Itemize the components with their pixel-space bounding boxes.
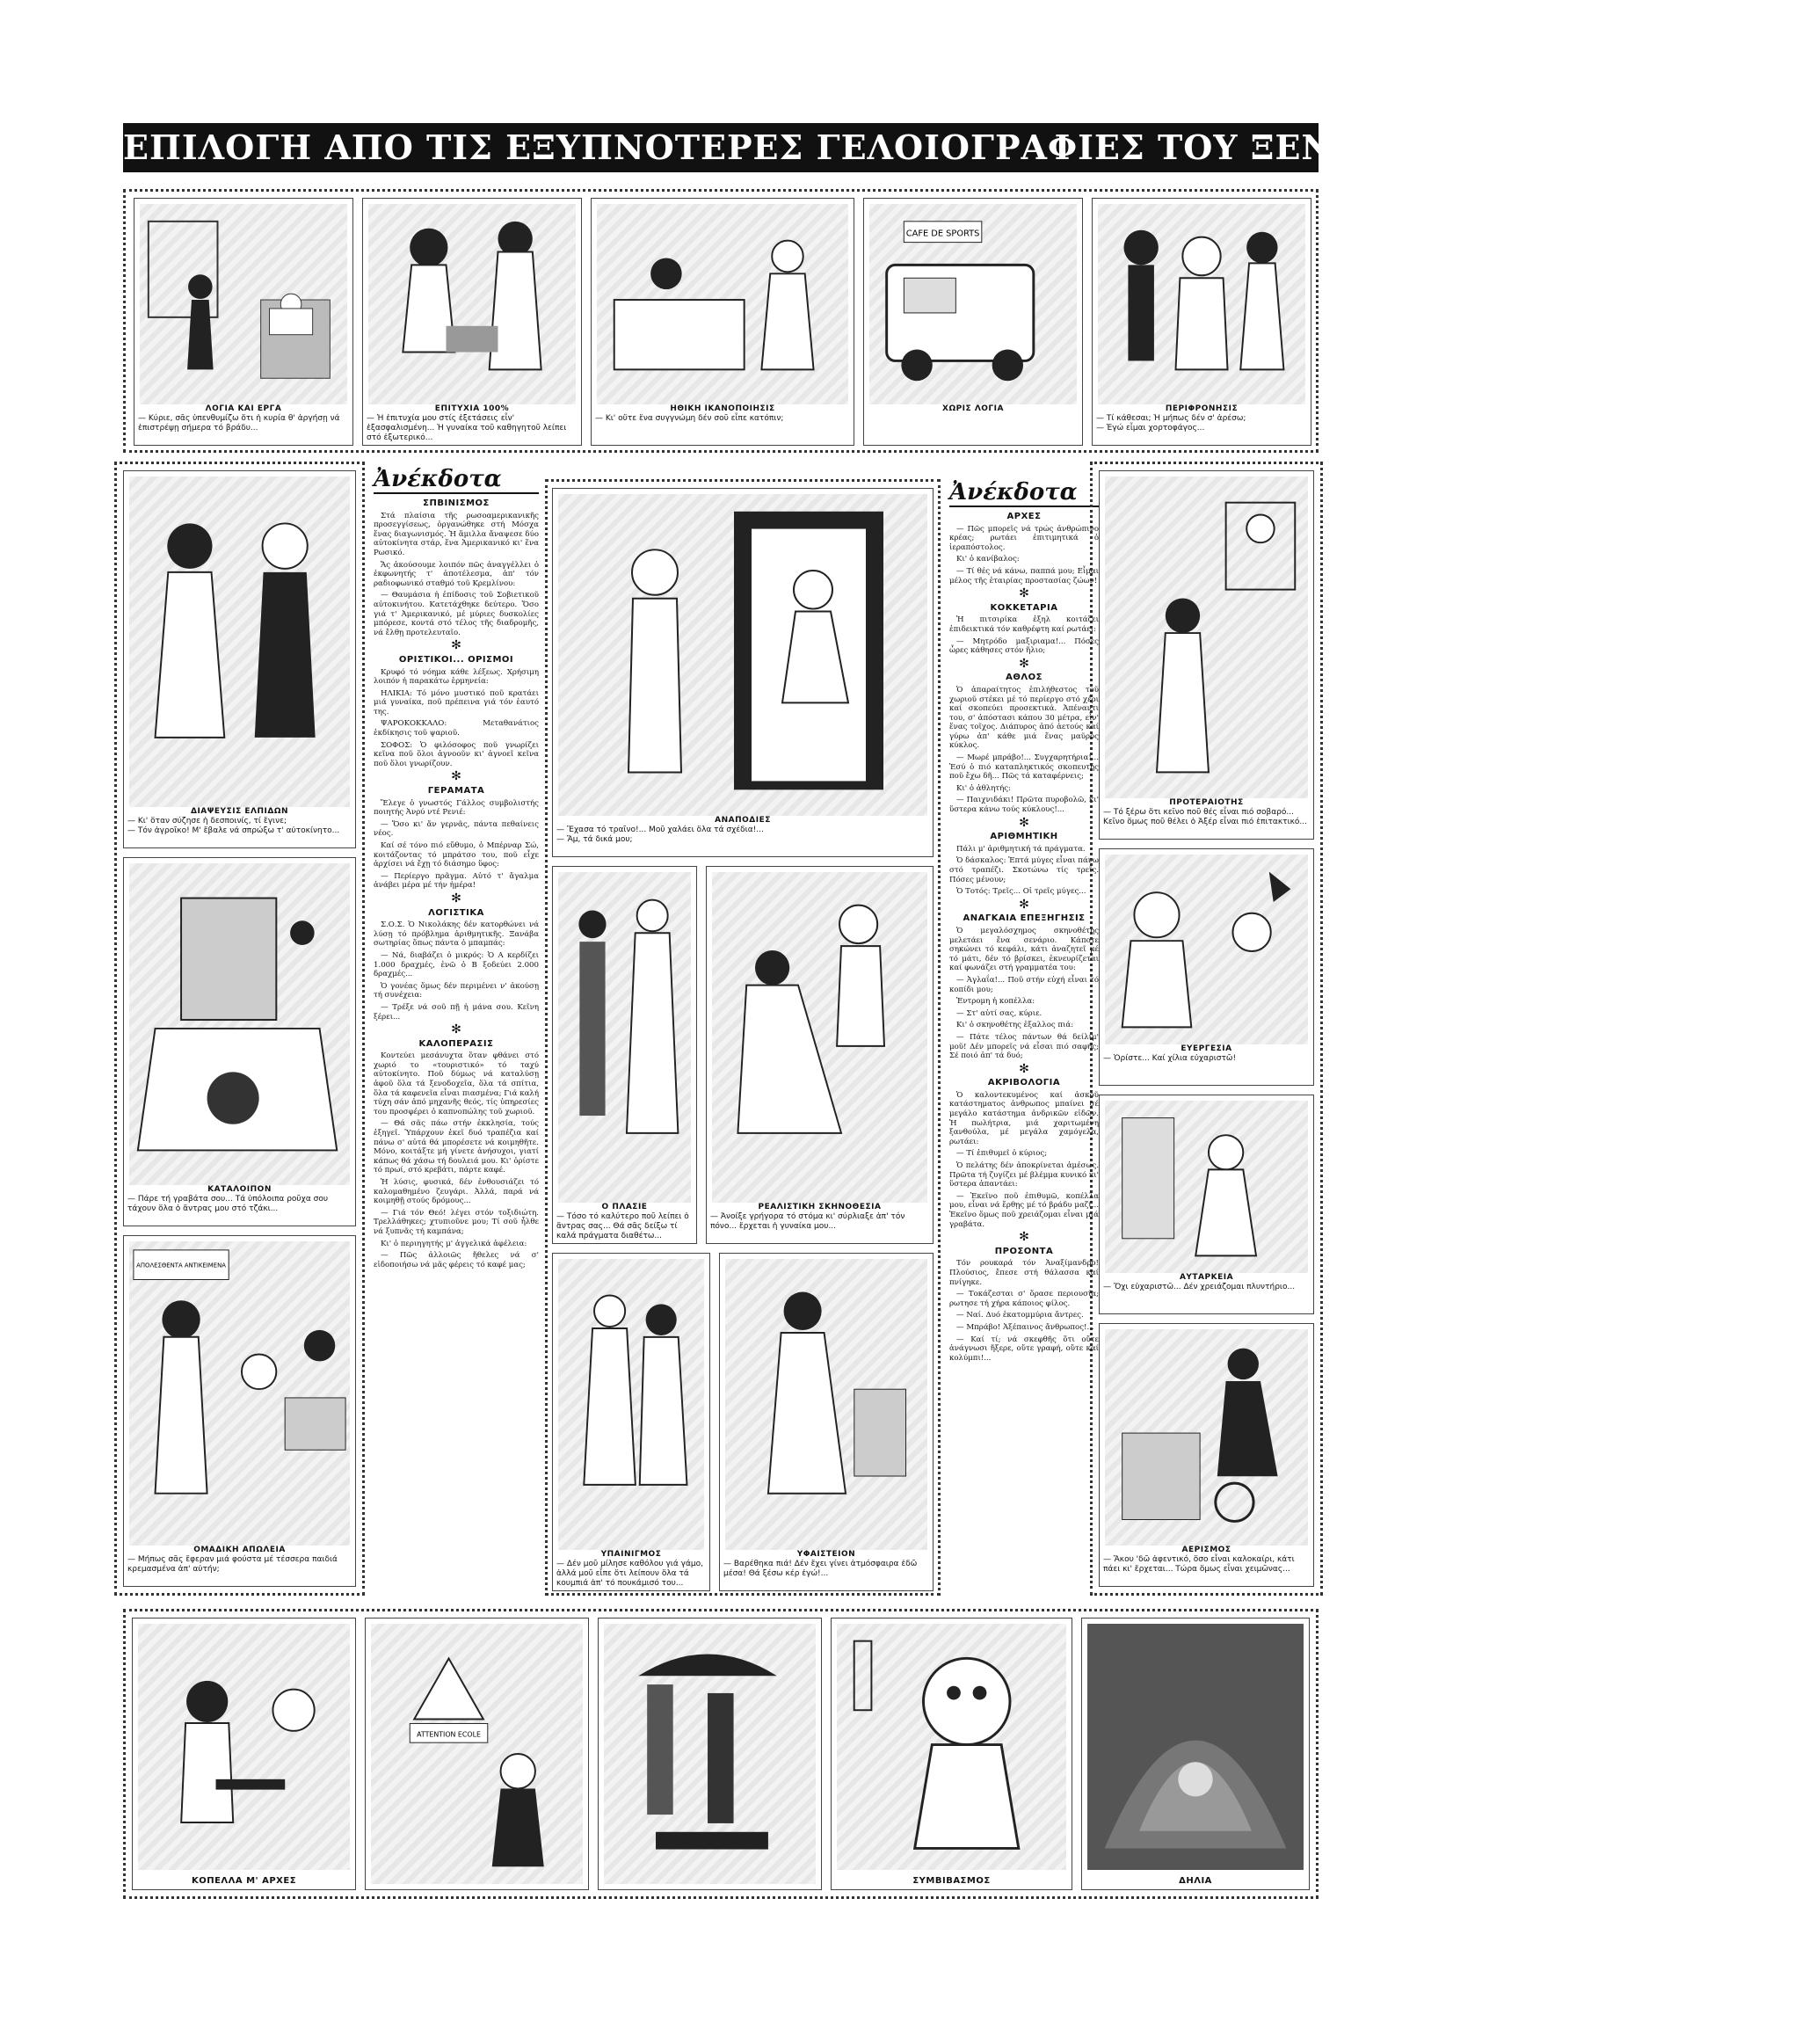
cartoon-title: ΟΜΑΔΙΚΗ ΑΠΩΛΕΙΑ	[193, 1546, 286, 1554]
anecdote-text: Ὁ καλοντεκυμένος καί ἀσκοῦ κατάστηματος ἀνθρωπος μπαίνει σέ μεγάλο κατάστημα ἀνδρικῶν εἰδῶν. Ἡ πωλήτρια, μιά χαριτωμένη ξανθούλα, μέ μεγάλα χαμόγελα, ρωτάει:	[949, 1090, 1099, 1146]
anecdotes-column-right	[949, 479, 1099, 1596]
cartoon-illustration	[1105, 476, 1308, 798]
cartoon-dialogue: — Τό ξέρω ὅτι κεῖνο ποῦ θές εἶναι πιό σοβαρό... Κεῖνο ὅμως ποῦ θέλει ὁ Ἀξέρ εἶναι πιό ἐπιτακτικό...	[1103, 808, 1308, 826]
cartoon-illustration	[712, 872, 927, 1203]
anecdotes-column-left	[374, 466, 539, 1596]
cartoon-title: ΥΠΑΙΝΙΓΜΟΣ	[600, 1550, 662, 1559]
anecdote-text: — Τοκάζεσται σ' ὅρασε περιουσία; ρωτησε τή χήρα κάποιος φίλος.	[949, 1290, 1099, 1308]
anecdote-text: Τόν ρουκαρά τόν Ἀναξίμανδρο! Πλούσιος, ἔπεσε στή θάλασσα καί πνίγηκε.	[949, 1259, 1099, 1287]
anecdote-text: — Μωρέ μπράβο!... Συγχαρητήρια!... Ἐσύ ὁ πιό καταπληκτικός σκοπευτής ποῦ ἔχω δῆ... Πῶς τά καταφέρνεις;	[949, 753, 1099, 782]
cartoon-title: ΚΟΠΕΛΛΑ Μ' ΑΡΧΕΣ	[191, 1876, 297, 1886]
cartoon-caption	[723, 1550, 929, 1589]
cartoon-caption	[367, 404, 578, 443]
cartoon-caption	[556, 816, 929, 855]
anecdote-text: — Μητρόδο μαξιριαμα!... Πόσες ὧρες κάθησες στόν ἥλιο;	[949, 636, 1099, 656]
anecdote-text: Καί σέ τόνο πιό εὔθυμο, ὁ Μπέρναρ Σώ, κοιτάζοντας τό μπράτσο του, ποῦ εἶχε ἀρχίσει νά ἔχῃ τό διάσημο ὕφος:	[374, 841, 539, 869]
anecdote-text: Κι' ὁ ἀθλητής:	[956, 783, 1011, 793]
anecdote-text: Ὁ μεγαλόσχημος σκηνοθέτης μελετάει ἕνα σενάριο. Κάποτε σηκώνει τό κεφάλι, κάτι ἀναζητεῖ μέ τό μάτι, δέν τό βρίσκει, ἐκνευρίζεται καί φωνάζει στή γραμματέα του:	[949, 926, 1099, 973]
anecdote-text: — Τρέξε νά σοῦ πῇ ἡ μάνα σου. Κεῖνη ξέρει...	[374, 1002, 539, 1022]
attention-sign: ATTENTION ECOLE	[417, 1730, 481, 1739]
cartoon-illustration	[129, 1241, 350, 1546]
separator-star-icon: ✻	[451, 769, 461, 784]
cartoon-dialogue: — Δέν μοῦ μίλησε καθόλου γιά γάμο, ἀλλά μοῦ εἶπε ὅτι λείπουν ὅλα τά κουμπιά ἀπ' τό πουκάμισό του...	[556, 1560, 703, 1588]
cartoon-caption	[1103, 1546, 1310, 1584]
anecdote-title: ΑΝΑΓΚΑΙΑ ΕΠΕΞΗΓΗΣΙΣ	[963, 913, 1086, 924]
anecdote-text: — Νά, διαβάζει ὁ μικρός: Ὁ Α κερδίζει 1.000 δραχμές, ἐνῶ ὁ Β ξοδεύει 2.000 δραχμές...	[374, 950, 539, 979]
anecdote-title: ΑΡΧΕΣ	[1006, 512, 1042, 521]
cartoon-panel	[1099, 848, 1314, 1086]
cartoon-illustration	[138, 1624, 350, 1870]
separator-star-icon: ✻	[451, 891, 461, 906]
cartoon-illustration	[558, 1259, 704, 1550]
cartoon-title: ΣΥΜΒΙΒΑΣΜΟΣ	[912, 1876, 991, 1886]
cafe-sign: CAFE DE SPORTS	[905, 229, 980, 239]
anecdote-text: Ἔλεγε ὁ γνωστός Γάλλος συμβολιστής ποιητής Ἀνρύ ντέ Ρενιέ:	[374, 798, 539, 818]
cartoon-illustration	[371, 1624, 583, 1884]
anecdote-text: Ὁ γονέας ὅμως δέν περιμένει ν' ἀκούσῃ τή συνέχεια:	[374, 981, 539, 1000]
cartoon-title: ΧΩΡΙΣ ΛΟΓΙΑ	[942, 404, 1004, 413]
cartoon-dialogue: — Μήπως σᾶς ἔφεραν μιά φούστα μέ τέσσερα παιδιά κρεμασμένα ἀπ' αὐτήν;	[127, 1555, 338, 1574]
cartoon-illustration	[558, 872, 691, 1203]
anecdote-text: — Γιά τόν Θεό! λέγει στόν τοξιδιώτη. Τρελλάθηκες; χτυπιοῦνε μου; Τί σοῦ ἦλθε νά ξυπνᾶς τή καμπάνα;	[374, 1208, 539, 1236]
anecdote-text: — Μπράβο! Ἀξέπαινος ἄνθρωπος!...	[956, 1322, 1094, 1332]
cartoon-title: ΛΟΓΙΑ ΚΑΙ ΕΡΓΑ	[205, 404, 282, 413]
cartoon-title: ΠΕΡΙΦΡΟΝΗΣΙΣ	[1165, 404, 1239, 413]
cartoon-dialogue: — Ἀνοίξε γρήγορα τό στόμα κι' σύρλιαξε ἀπ' τόν πόνο... ἔρχεται ἡ γυναίκα μου...	[710, 1212, 905, 1231]
cartoon-panel	[1099, 1323, 1314, 1587]
cartoon-illustration	[1098, 204, 1305, 404]
cartoon-illustration	[725, 1259, 927, 1550]
cartoon-panel	[1081, 1618, 1310, 1890]
cartoon-caption	[556, 1550, 706, 1589]
anecdote-text: Κι' ὁ σκηνοθέτης ἐξαλλος πιά:	[956, 1021, 1074, 1030]
cartoon-title: ΔΙΑΨΕΥΣΙΣ ΕΛΠΙΔΩΝ	[190, 807, 288, 816]
cartoon-panel	[365, 1618, 589, 1890]
cartoon-title: Ο ΠΛΑΣΙΕ	[601, 1203, 648, 1211]
cartoon-caption	[138, 404, 349, 443]
anecdote-text: Ἡ λύσις, φυσικά, δέν ἐνθουσιάζει τό καλομαθημένο ζευγάρι. Ἀλλά, παρά νά κοιμηθῇ στούς δρόμους...	[374, 1178, 539, 1206]
cartoon-panel	[132, 1618, 356, 1890]
cartoon-illustration	[368, 204, 576, 404]
cartoon-illustration	[1105, 1101, 1308, 1273]
anecdote-text: — Ἀγλαΐα!... Ποῦ στήν εὐχή εἶναι τό κοπίδι μου;	[949, 975, 1099, 994]
cartoon-dialogue: — Πάρε τή γραβάτα σου... Τά ὑπόλοιπα ροῦχα σου τάχουν ὅλα ὁ ἄντρας μου στό τζάκι...	[127, 1195, 329, 1213]
cartoon-panel	[552, 488, 934, 857]
cartoon-title: ΥΦΑΙΣΤΕΙΟΝ	[796, 1550, 856, 1559]
cartoon-dialogue: — Τόν ἀγροῖκο! Μ' ἔβαλε νά σπρώξω τ' αὐτοκίνητο...	[127, 826, 340, 835]
cartoon-panel	[1099, 470, 1314, 840]
anecdote-text: — Καί τί; νά σκεφθῆς ὅτι οὔτε ἀνάγνωσι ἤξερε, οὔτε γραφή, οὔτε καί κολύμπι!...	[949, 1335, 1099, 1363]
cartoon-caption	[127, 807, 352, 846]
separator-star-icon: ✻	[1019, 897, 1029, 912]
anecdote-title: ΛΟΓΙΣΤΙΚΑ	[428, 907, 484, 918]
cartoon-dialogue: — Ἄμ, τά δικά μου;	[556, 835, 633, 844]
cartoon-panel	[831, 1618, 1072, 1890]
cartoon-panel	[123, 1235, 356, 1587]
cartoon-illustration	[129, 863, 350, 1185]
cartoon-dialogue: — Ἔχασα τό τραῖνο!... Μοῦ χαλάει ὅλα τά σχέδια!...	[556, 826, 764, 834]
anecdote-title: ΑΚΡΙΒΟΛΟΓΙΑ	[987, 1078, 1061, 1088]
cartoon-caption	[1103, 1273, 1310, 1312]
cartoon-dialogue: — Ἡ ἐπιτυχία μου στίς ἐξετάσεις εἶν' ἐξασφαλισμένη... Ἡ γυναίκα τοῦ καθηγητοῦ λείπει στό ἐξωτερικό...	[367, 414, 567, 442]
cartoon-caption	[127, 1185, 352, 1224]
cartoon-panel	[123, 857, 356, 1226]
anecdote-text: Κρυφό τό νόημα κάθε λέξεως. Χρήσιμη λοιπόν ἡ παρακάτω ἑρμηνεία:	[374, 667, 539, 687]
cartoon-caption	[1096, 404, 1307, 443]
cartoon-dialogue: — Τόσο τό καλύτερο ποῦ λείπει ὁ ἄντρας σας... Θά σᾶς δείξω τί καλά πράγματα διαθέτω...	[556, 1212, 689, 1240]
cartoon-panel	[362, 198, 582, 446]
cartoon-title: ΗΘΙΚΗ ΙΚΑΝΟΠΟΙΗΣΙΣ	[670, 404, 775, 413]
anecdote-text: Κι' ὁ κανίβαλος:	[956, 555, 1020, 564]
cartoon-caption	[1103, 798, 1310, 837]
cartoon-caption	[710, 1203, 929, 1241]
anecdote-title: ΑΘΛΟΣ	[1006, 673, 1043, 683]
cartoon-panel	[1092, 198, 1311, 446]
cartoon-dialogue: — Ὄχι εὐχαριστῶ... Δέν χρειάζομαι πλυντήριο...	[1103, 1283, 1296, 1291]
cartoon-illustration	[1105, 855, 1308, 1044]
anecdote-title: ΣΠΒΙΝΙΣΜΟΣ	[423, 498, 490, 508]
cartoon-dialogue: — Κι' οὔτε ἕνα συγγνώμη δέν σοῦ εἶπε κατόπιν;	[595, 414, 784, 423]
cartoon-dialogue: — Ἄκου 'δῶ ἀφεντικό, ὅσο εἶναι καλοκαίρι, κάτι πάει κι' ἔρχεται... Τώρα ὅμως εἶναι χειμῶνας...	[1103, 1555, 1295, 1574]
anecdote-title: ΚΑΛΟΠΕΡΑΣΙΣ	[418, 1038, 494, 1049]
anecdote-text: Κοντεύει μεσάνυχτα ὅταν φθάνει στό χωριό το «τουριστικό» τό ταχύ αὐτοκίνητο. Ποῦ δύμως νά καταλύσῃ ἀφοῦ ὅλα τά ξενοδοχεῖα, ὅλα τά σπίτια, ὅλα τά καφενεῖα εἶναι πιασμένα; Γιά καλή τύχη σάν ἀπό μηχανῆς θεός, τίς ὑπηρεσίες του προσφέρει ὁ καπνοπώλης τοῦ χωριοῦ.	[374, 1051, 539, 1117]
cartoon-caption	[556, 1203, 693, 1241]
anecdote-text: — Ὅσο κι' ἄν γερνᾶς, πάντα πεθαίνεις νέος.	[374, 819, 539, 839]
anecdote-text: Πάλι μ' ἀριθμητική τά πράγματα.	[956, 844, 1086, 854]
cartoon-caption	[595, 404, 850, 443]
cartoon-title: ΕΠΙΤΥΧΙΑ 100%	[434, 404, 510, 413]
anecdote-text: — Περίεργο πρᾶγμα. Αὐτό τ' ἄγαλμα ἀνάβει μέρα μέ τήν ἡμέρα!	[374, 871, 539, 891]
anecdote-text: — Πῶς ἀλλοιῶς ἤθελες νά σ' εἰδοποιήσω νά μᾶς φέρεις τό καφέ μας;	[374, 1251, 539, 1269]
anecdote-text: Ὁ πελάτης δέν ἀποκρίνεται ἀμέσως. Πρῶτα τή ζυγίζει μέ βλέμμα κυνικό κι' ὕστερα ἀπαντάει:	[949, 1161, 1099, 1189]
anecdote-text: — Θαυμάσια ἡ ἐπίδοσις τοῦ Σοβιετικοῦ αὐτοκινήτου. Κατετάχθηκε δεύτερο. Ὅσο γιά τ' Ἀμερικανικό, μέ μύριες δυσκολίες μπόρεσε, κοντά στό τέλος τῆς διαδρομῆς, νά ἔλθῃ προτελευταῖο.	[374, 591, 539, 637]
cartoon-panel	[552, 1253, 710, 1591]
cartoon-dialogue: — Βαρέθηκα πιά! Δέν ἔχει γίνει ἀτμόσφαιρα ἐδῶ μέσα! Θά ξέσω κέρ ἐγώ!...	[723, 1560, 918, 1578]
anecdote-text: Ὁ Τοτός: Τρεῖς... Οἱ τρεῖς μύγες...	[956, 887, 1086, 897]
anecdote-text: Ὁ δάσκαλος: Ἑπτά μύγες εἶναι πάνω στό τραπέζι. Σκοτώνω τίς τρεῖς. Πόσες μένουν;	[949, 856, 1099, 884]
separator-star-icon: ✻	[1019, 656, 1029, 671]
cartoon-title: ΚΑΤΑΛΟΙΠΟΝ	[207, 1185, 272, 1194]
cartoon-caption	[127, 1546, 352, 1584]
anecdote-text: Ὁ ἀπαραίτητος ἐπιλήθεστος τοῦ χωριοῦ στέκει μέ τό περίεργο στό χέρι καί σκοπεύει προσεκτικά. Ἀπέναντι του, σ' ἀπόστασι κάπου 30 μέτρα, εἶν' ἕνας τοῖχος. Διάπυρος ἀπό ἀετούς καί γύρω ἀπ' κάθε μιά ἕνας μαῦρος κύκλος.	[949, 685, 1099, 751]
cartoon-panel	[552, 866, 697, 1244]
anecdote-text: ΗΛΙΚΙΑ: Τό μόνο μυστικό ποῦ κρατάει μιά γυναίκα, ποῦ πρέπεινα γιά τόν ἑαυτό της.	[374, 688, 539, 716]
cartoon-panel	[863, 198, 1083, 446]
anecdotes-header: Ἀνέκδοτα	[949, 479, 1099, 507]
cartoon-panel	[591, 198, 854, 446]
anecdote-text: — Πάτε τέλος πάντων θά δείλιμ' μοῦ! Δέν μπορεῖς νά εἶσαι πιό σαφής; Σέ ποιό ἀπ' τά δυό;	[949, 1032, 1099, 1061]
anecdote-text: — Παιχνιδάκι! Πρῶτα πυροβολῶ, κι' ὕστερα κάνω τούς κύκλους!...	[949, 796, 1099, 815]
cartoon-illustration	[1105, 1329, 1308, 1546]
cartoon-panel	[598, 1618, 822, 1890]
cartoon-title: ΑΕΡΙΣΜΟΣ	[1181, 1546, 1231, 1554]
cartoon-title: ΡΕΑΛΙΣΤΙΚΗ ΣΚΗΝΟΘΕΣΙΑ	[758, 1203, 882, 1211]
anecdote-text: Σ.Ο.Σ. Ὁ Νικολάκης δέν κατορθώνει νά λύσῃ τό πρόβλημα ἀριθμητικῆς. Ξανάβα σωτηρίας ὅπως πάντα ὁ μπαμπάς:	[374, 920, 539, 949]
cartoon-illustration	[869, 204, 1077, 404]
cartoon-title: ΠΡΟΤΕΡΑΙΟΤΗΣ	[1169, 798, 1244, 807]
separator-star-icon: ✻	[1019, 815, 1029, 830]
page-banner-title: ΕΠΙΛΟΓΗ ΑΠΟ ΤΙΣ ΕΞΥΠΝΟΤΕΡΕΣ ΓΕΛΟΙΟΓΡΑΦΙΕΣ ΤΟΥ ΞΕΝΟΥ ΠΕΡΙΟΔΙΚΟΥ ΤΥΠΟΥ	[123, 123, 1319, 172]
anecdote-text: Κι' ὁ περιηγητής μ' ἀγγελικά ἀφέλεια:	[381, 1239, 527, 1248]
anecdote-text: — Θά σᾶς πάω στήν ἐκκλησία, τούς ἐξηγεῖ. Ὑπάρχουν ἐκεῖ δυό τραπέζια καί πάνω σ' αὐτά θά μπορέσετε νά κοιμηθῆτε. Μόνο, κοιτάξτε μή γίνετε ἀνήσυχοι, γιατί κάπως θά χάσω τή δουλειά μου. Κι' ὁρίστε τό πρωί, στό κρεβάτι, πάρτε καφέ.	[374, 1119, 539, 1175]
cartoon-illustration	[597, 204, 848, 404]
anecdote-text: — Τί ἐπιθυμεῖ ὁ κύριος;	[956, 1149, 1048, 1159]
anecdote-text: — Τί θές νά κάνω, παππά μου; Εἶμαι μέλος τῆς ἑταιρίας προστασίας ζώων!	[949, 566, 1099, 586]
cartoon-panel	[1099, 1095, 1314, 1314]
cartoon-title: ΔΗΛΙΑ	[1179, 1876, 1212, 1886]
anecdote-title: ΚΟΚΚΕΤΑΡΙΑ	[990, 602, 1058, 613]
anecdote-title: ΟΡΙΣΤΙΚΟΙ... ΟΡΙΣΜΟΙ	[398, 654, 514, 665]
cartoon-dialogue: — Τί κάθεσαι; Ἡ μήπως δέν σ' ἀρέσω;	[1096, 414, 1246, 423]
anecdote-title: ΠΡΟΣΟΝΤΑ	[994, 1246, 1054, 1256]
anecdote-text: ΣΟΦΟΣ: Ὁ φιλόσοφος ποῦ γνωρίζει κεῖνα ποῦ ὅλοι ἀγνοοῦν κι' ἀγνοεῖ κεῖνα ποῦ ὅλοι γνωρίζουν.	[374, 740, 539, 768]
anecdote-text: — Ἐκεῖνο ποῦ ἐπιθυμῶ, κοπέλλα μου, εἶναι νά ἔρθῃς μέ τό βράδυ μαζί... Ἐκεῖνο ὅμως ποῦ χρειάζομαι εἶναι μιά γραβάτα.	[949, 1191, 1099, 1229]
separator-star-icon: ✻	[1019, 1061, 1029, 1076]
anecdote-text: — Στ' αὐτί σας, κύριε.	[956, 1008, 1043, 1018]
cartoon-dialogue: — Κι' ὅταν σύζησε ἡ δεσποινίς, τί ἔγινε;	[127, 817, 287, 826]
anecdote-text: ΨΑΡΟΚΟΚΚΑΛΟ: Μεταθανάτιος ἐκδίκησις τοῦ ψαριοῦ.	[374, 719, 539, 738]
separator-star-icon: ✻	[451, 1022, 461, 1037]
cartoon-illustration	[837, 1624, 1066, 1870]
anecdote-title: ΑΡΙΘΜΗΤΙΚΗ	[990, 832, 1058, 842]
anecdotes-header: Ἀνέκδοτα	[374, 466, 539, 494]
cartoon-panel	[134, 198, 353, 446]
cartoon-dialogue: — Κύριε, σᾶς ὑπενθυμίζω ὅτι ἡ κυρία θ' ἀργήσῃ νά ἐπιστρέψῃ σήμερα τό βράδυ...	[138, 414, 340, 433]
anecdote-text: Στά πλαίσια τῆς ρωσοαμερικανικῆς προσεγγίσεως, ὀργανώθηκε στή Μόσχα ἕνας διαγωνισμός. Ἡ ἅμιλλα ἄναψεσε δύο αὐτοκίνητα στάρ, ἕνα Ἀμερικανικό κι' ἕνα Ρωσικό.	[374, 511, 539, 557]
anecdote-text: — Πῶς μπορεῖς νά τρώς ἀνθρώπινο κρέας; ρωτάει ἐπιτιμητικά ὁ ἱεραπόστολος.	[949, 524, 1099, 552]
cartoon-title: ΑΥΤΑΡΚΕΙΑ	[1179, 1273, 1234, 1282]
cartoon-dialogue: — Ἐγώ εἶμαι χορτοφάγος...	[1096, 424, 1205, 433]
cartoon-caption	[1103, 1044, 1310, 1083]
separator-star-icon: ✻	[1019, 586, 1029, 601]
separator-star-icon: ✻	[451, 638, 461, 653]
cartoon-illustration	[129, 476, 350, 807]
anecdote-text: Ἡ πιτσιρίκα ἐξηλ κοιτάζει ἐπιδεικτικά τόν καθρέφτη καί ρωτάει:	[949, 615, 1099, 634]
cartoon-illustration	[1087, 1624, 1304, 1870]
cartoon-dialogue: — Ὁρίστε... Καί χίλια εὐχαριστῶ!	[1103, 1054, 1237, 1063]
separator-star-icon: ✻	[1019, 1230, 1029, 1245]
cartoon-panel	[719, 1253, 934, 1591]
cartoon-illustration	[558, 494, 927, 816]
anecdote-text: Ἐντρομη ἡ κοπέλλα:	[956, 997, 1035, 1007]
cartoon-panel	[706, 866, 934, 1244]
cartoon-title: ΕΥΕΡΓΕΣΙΑ	[1181, 1044, 1232, 1053]
cartoon-panel	[123, 470, 356, 848]
department-sign: ΑΠΟΛΕΣΘΕΝΤΑ ΑΝΤΙΚΕΙΜΕΝΑ	[136, 1262, 226, 1269]
anecdote-text: Ἄς ἀκούσουμε λοιπόν πῶς ἀναγγέλλει ὁ ἐκφωνητής τ' ἀποτέλεσμα, ἀπ' τόν ραδιοφωνικό σταθμό τοῦ Κρεμλίνου:	[374, 560, 539, 588]
cartoon-illustration	[140, 204, 347, 404]
anecdote-text: — Ναί. Δυό ἑκατομμύρια ἄντρες.	[956, 1311, 1084, 1320]
anecdote-title: ΓΕΡΑΜΑΤΑ	[427, 786, 485, 797]
cartoon-title: ΑΝΑΠΟΔΙΕΣ	[715, 816, 771, 825]
cartoon-illustration	[604, 1624, 816, 1884]
cartoon-caption	[868, 404, 1079, 443]
